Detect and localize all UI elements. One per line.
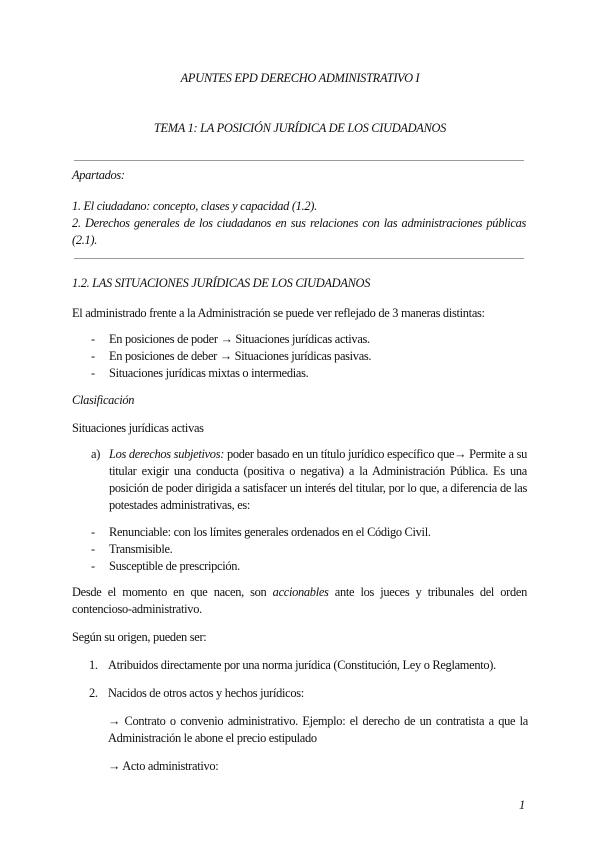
document-title: APUNTES EPD DERECHO ADMINISTRATIVO I <box>180 71 420 85</box>
feature-dash: - <box>91 542 95 556</box>
apartados-heading: Apartados: <box>72 168 125 182</box>
origen-number: 1. <box>89 658 98 672</box>
feature-dash: - <box>91 559 95 573</box>
bullet-item: Situaciones jurídicas mixtas o intermedias. <box>109 366 309 380</box>
activas-heading: Situaciones jurídicas activas <box>72 421 204 435</box>
bullet-dash: - <box>91 332 95 346</box>
bullet-dash: - <box>91 349 95 363</box>
acto-line: → Acto administrativo: <box>108 759 219 773</box>
divider-top <box>74 160 524 161</box>
accionables-post: ante los jueces y tribunales del orden contencioso-administrativo. <box>72 585 527 616</box>
origen-number: 2. <box>89 686 98 700</box>
bullet-item: En posiciones de deber → Situaciones jurídicas pasivas. <box>109 349 372 363</box>
item-a-paragraph <box>109 446 527 514</box>
divider-bottom <box>74 258 524 259</box>
feature-item: Transmisible. <box>109 542 173 556</box>
item-a-marker: a) <box>91 447 101 461</box>
accionables-pre: Desde el momento en que nacen, son <box>72 585 273 599</box>
feature-item: Susceptible de prescripción. <box>109 559 240 573</box>
contrato-paragraph: → Contrato o convenio administrativo. Ejemplo: el derecho de un contratista a que la Administración le abone el precio estipulado <box>108 714 528 745</box>
apartados-item-1: 1. El ciudadano: concepto, clases y capacidad (1.2). <box>72 199 317 213</box>
feature-item: Renunciable: con los límites generales ordenados en el Código Civil. <box>109 525 431 539</box>
bullet-dash: - <box>91 366 95 380</box>
accionables-paragraph <box>72 584 527 618</box>
origen-intro: Según su origen, pueden ser: <box>72 630 207 644</box>
clasificacion-heading: Clasificación <box>72 393 135 407</box>
feature-dash: - <box>91 525 95 539</box>
accionables-term: accionables <box>272 585 329 599</box>
section-intro: El administrado frente a la Administración se puede ver reflejado de 3 maneras distintas: <box>72 306 485 320</box>
origen-item: Nacidos de otros actos y hechos jurídicos: <box>108 686 304 700</box>
topic-title: TEMA 1: LA POSICIÓN JURÍDICA DE LOS CIUDADANOS <box>153 121 447 135</box>
item-a-term: Los derechos subjetivos: <box>109 447 225 461</box>
origen-item: Atribuidos directamente por una norma jurídica (Constitución, Ley o Reglamento). <box>108 658 496 672</box>
page-number: 1 <box>519 798 525 812</box>
section-heading: 1.2. LAS SITUACIONES JURÍDICAS DE LOS CIUDADANOS <box>72 276 371 290</box>
item-a-text: poder basado en un título jurídico específico que→ Permite a su titular exigir una conducta (positiva o negativa) a la Administración Pública. Es una posición de poder dirigida a satisfacer un interés del titular, por lo que, a diferencia de las potestades administrativas, es: <box>109 447 527 512</box>
bullet-item: En posiciones de poder → Situaciones jurídicas activas. <box>109 332 370 346</box>
apartados-item-2: 2. Derechos generales de los ciudadanos en sus relaciones con las administraciones públicas (2.1). <box>72 216 526 247</box>
